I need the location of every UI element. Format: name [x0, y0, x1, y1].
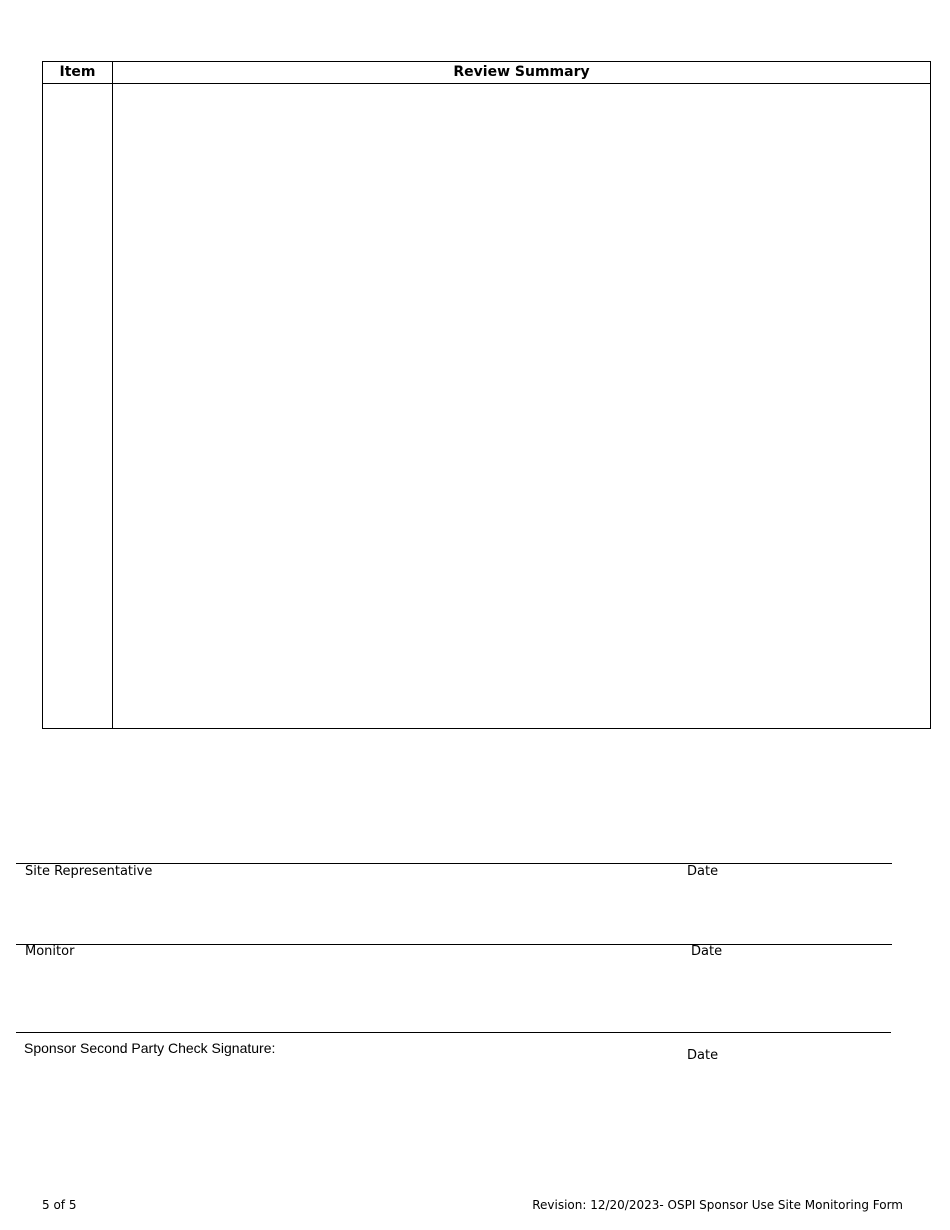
- item-cell[interactable]: [43, 84, 113, 729]
- site-representative-label: Site Representative: [25, 864, 153, 879]
- monitor-signature-line[interactable]: [16, 944, 892, 945]
- review-summary-table: [42, 61, 931, 729]
- monitor-date-label: Date: [691, 944, 723, 959]
- page-number: 5 of 5: [42, 1198, 77, 1212]
- revision-note: Revision: 12/20/2023- OSPI Sponsor Use Site Monitoring Form: [532, 1198, 903, 1212]
- monitor-label: Monitor: [25, 944, 75, 959]
- review-summary-column-header: Review Summary: [113, 62, 931, 84]
- table-row: [43, 84, 931, 729]
- site-representative-date-label: Date: [687, 864, 719, 879]
- sponsor-check-label: Sponsor Second Party Check Signature:: [24, 1040, 276, 1056]
- table-header-row: [43, 62, 931, 84]
- item-column-header: Item: [43, 62, 113, 84]
- review-summary-cell[interactable]: [113, 84, 931, 729]
- sponsor-check-signature-line[interactable]: [16, 1032, 891, 1033]
- sponsor-check-date-label: Date: [687, 1048, 719, 1063]
